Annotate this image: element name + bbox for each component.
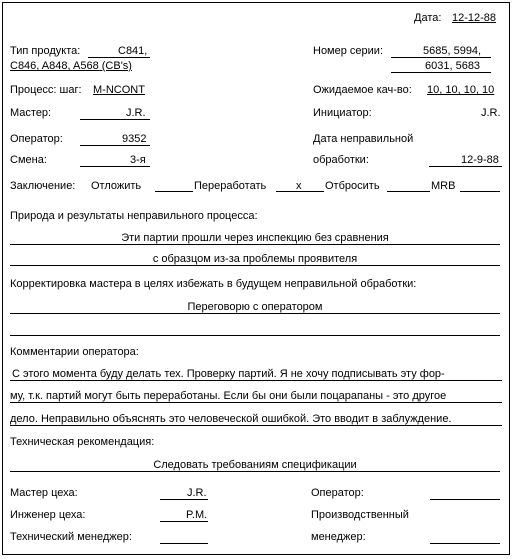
date-value: 12-12-88 [452,12,497,24]
master-label: Мастер: [10,107,52,119]
tech-manager-line [160,543,208,544]
process-value: M-NCONT [93,84,145,96]
shift-value: 3-я [130,154,146,166]
conclusion-label: Заключение: [10,180,76,192]
product-type-value-1: C841, [118,45,148,57]
nature-line-1: Эти партии прошли через инспекцию без сравнения [121,232,389,244]
conclusion-check-mark: x [296,180,302,192]
wrong-processing-date-value: 12-9-88 [461,154,499,166]
conclusion-option-discard: Отбросить [325,180,380,192]
comments-line-3: дело. Неправильно объяснять это человеческой ошибкой. Это вводит в заблуждение. [10,413,452,425]
tech-recommendation-line-1: Следовать требованиям спецификации [153,459,357,471]
date-label: Дата: [414,12,442,24]
conclusion-option-mrb: MRB [431,180,456,192]
correction-underline-2 [10,335,500,336]
tech-recommendation-label: Техническая рекомендация: [10,436,155,448]
wrong-processing-date-label-1: Дата неправильной [313,133,414,145]
initiator-label: Инициатор: [313,107,372,119]
process-label: Процесс: шаг: [10,84,82,96]
serial-value-1: 5685, 5994, [423,45,482,57]
wrong-processing-date-label-2: обработки: [313,154,369,166]
comments-underline-3 [10,425,502,426]
operator-value: 9352 [122,133,147,145]
shop-master-label: Мастер цеха: [10,487,78,499]
conclusion-option-postpone: Отложить [91,180,142,192]
correction-label: Корректировка мастера в целях избежать в будущем неправильной обработки: [10,278,417,290]
expected-quality-label: Ожидаемое кач-во: [313,84,412,96]
signature-operator-line [430,499,500,500]
shift-label: Смена: [10,154,47,166]
conclusion-blank-3 [387,191,430,192]
tech-manager-label: Технический менеджер: [10,531,132,543]
serial-label: Номер серии: [313,45,383,57]
correction-underline-1 [10,313,500,314]
nature-line-2: с образцом из-за проблемы проявителя [152,253,358,265]
production-manager-label: менеджер: [311,531,366,543]
expected-quality-value: 10, 10, 10, 10 [427,84,495,96]
product-type-label: Тип продукта: [10,45,81,57]
comments-underline-1 [10,380,502,381]
operator-label: Оператор: [10,133,63,145]
shop-engineer-value: P.M. [186,509,208,521]
conclusion-blank-4 [460,191,500,192]
nature-label: Природа и результаты неправильного процесса: [10,210,258,222]
serial-value-2: 6031, 5683 [425,60,481,72]
comments-line-1: С этого момента буду делать тех. Проверку партий. Я не хочу подписывать эту фор- [12,368,445,380]
conclusion-option-rework: Переработать [194,180,267,192]
initiator-value: J.R. [481,107,501,119]
comments-line-2: му, т.к. партий могут быть переработаны. Если бы они были поцарапаны - это другое [10,390,447,402]
nature-underline-2 [10,265,500,266]
shop-engineer-label: Инженер цеха: [10,509,86,521]
nature-underline-1 [10,244,500,245]
production-label: Производственный [311,509,409,521]
conclusion-blank-1 [155,191,193,192]
shop-master-value: J.R. [187,487,207,499]
production-manager-line [430,543,500,544]
comments-label: Комментарии оператора: [10,346,139,358]
master-value: J.R. [126,107,146,119]
comments-underline-2 [10,402,502,403]
tech-recommendation-underline [10,471,500,472]
signature-operator-label: Оператор: [311,487,364,499]
product-type-value-2: C846, A848, A568 (CB's) [10,60,132,72]
correction-line-1: Переговорю с оператором [187,301,323,313]
